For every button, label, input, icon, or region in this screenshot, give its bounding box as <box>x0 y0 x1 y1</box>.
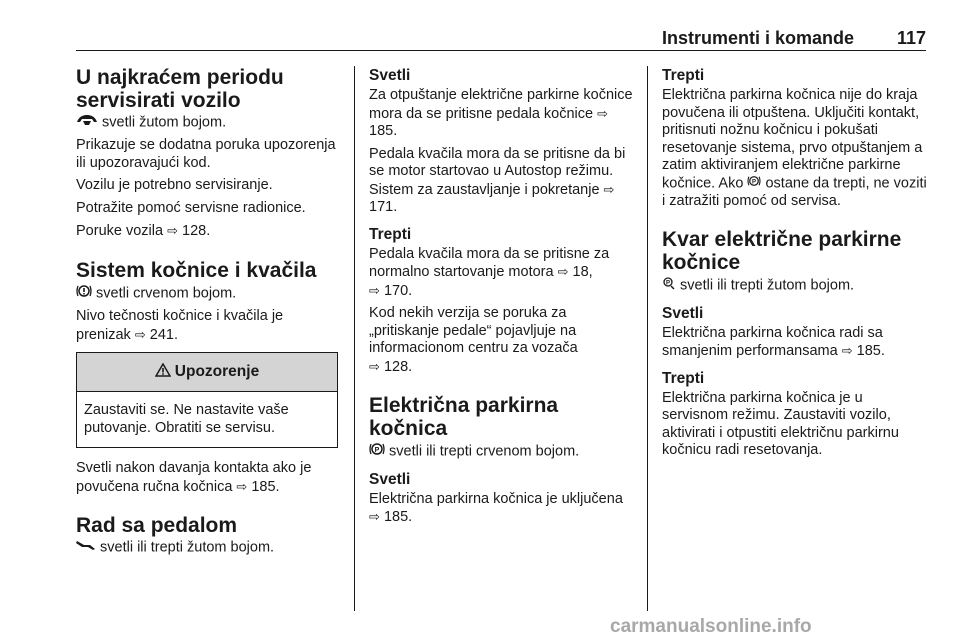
page-ref-arrow-icon: ⇨ <box>557 264 569 279</box>
paragraph-fluid-level <box>76 308 338 344</box>
subheading-svetli: Svetli <box>369 67 411 84</box>
page-ref[interactable]: 241. <box>149 326 179 343</box>
page-ref-arrow-icon: ⇨ <box>841 343 853 359</box>
paragraph <box>369 87 635 141</box>
subheading-trepti: Trepti <box>662 369 705 387</box>
heading-pedal: Rad sa pedalom <box>76 514 238 538</box>
text: Električna parkirna kočnica radi sa smanjenim performansama <box>662 324 883 360</box>
epb-icon-line <box>369 442 635 462</box>
svg-text:P: P <box>752 179 757 186</box>
warning-triangle-icon <box>155 363 171 382</box>
pedal-icon-line <box>76 539 338 557</box>
parking-brake-icon <box>747 175 761 193</box>
text: Nivo tečnosti kočnice i kvačila je prenizak <box>76 308 284 343</box>
page-ref-arrow-icon: ⇨ <box>369 509 380 524</box>
epb-icon-text: svetli ili trepti crvenom bojom. <box>389 443 580 460</box>
page-ref-arrow-icon: ⇨ <box>236 478 248 494</box>
page-header <box>76 28 926 50</box>
column-divider-2 <box>647 66 648 611</box>
paragraph: Potražite pomoć servisne radionice. <box>76 199 306 216</box>
fault-icon-text: svetli ili trepti žutom bojom. <box>680 277 855 294</box>
page-ref-arrow-icon: ⇨ <box>369 282 380 298</box>
heading-epb-fault: Kvar električne parkirne kočnice <box>662 228 902 275</box>
page-ref-arrow-icon: ⇨ <box>134 326 146 342</box>
warning-text: Zaustaviti se. Ne nastavite vaše putovanje. Obratiti se servisu. <box>84 402 289 436</box>
pedal-icon-text: svetli ili trepti žutom bojom. <box>100 539 275 556</box>
column-3 <box>662 66 928 465</box>
heading-electric-parking-brake: Električna parkirna kočnica <box>369 394 559 440</box>
paragraph-vehicle-messages <box>76 222 338 241</box>
pedal-icon <box>76 539 96 557</box>
header-title: Instrumenti i komande <box>661 28 854 48</box>
page-ref[interactable]: 185. <box>856 343 885 360</box>
service-icon-text: svetli žutom bojom. <box>102 114 227 131</box>
text: Električna parkirna kočnica nije do kraja povučena ili otpuštena. Uključiti kontakt, pritisnuti nožnu kočnicu i pokušati resetovanje sistema, prvo otpuštanjem a zatim aktiviranjem električne parkirne kočnice. Ako <box>662 87 923 192</box>
page-ref-arrow-icon: ⇨ <box>167 223 178 239</box>
paragraph <box>662 87 928 210</box>
text: Pedala kvačila mora da se pritisne da bi se motor startovao u Autostop režimu. Sistem za zaustavljanje i pokretanje <box>369 145 626 198</box>
parking-brake-icon <box>369 442 385 462</box>
paragraph <box>369 491 635 527</box>
subheading-trepti: Trepti <box>369 225 412 243</box>
subheading-trepti: Trepti <box>662 67 705 84</box>
page-ref[interactable]: 128. <box>182 223 211 240</box>
brake-icon-line <box>76 284 338 304</box>
page-ref[interactable]: 18, <box>572 264 593 280</box>
subheading-svetli: Svetli <box>369 470 411 488</box>
page-ref[interactable]: 128. <box>383 358 413 375</box>
page-ref-arrow-icon: ⇨ <box>369 358 380 374</box>
page-ref[interactable]: 185. <box>251 478 280 495</box>
page-ref-arrow-icon: ⇨ <box>597 105 609 121</box>
paragraph <box>369 305 635 376</box>
page-ref[interactable]: 171. <box>369 199 398 215</box>
page-ref[interactable]: 185. <box>383 509 413 525</box>
header-rule <box>76 50 926 51</box>
page-ref[interactable]: 185. <box>369 123 398 139</box>
heading-service-vehicle: U najkraćem periodu servisirati vozilo <box>76 66 284 112</box>
watermark: carmanualsonline.info <box>610 616 812 637</box>
brake-icon-text: svetli crvenom bojom. <box>96 285 237 302</box>
page-ref[interactable]: 170. <box>383 282 413 299</box>
svg-text:P: P <box>374 447 380 454</box>
text: Kod nekih verzija se poruka za „pritiskanje pedale“ pojavljuje na informacionom centru za vozača <box>369 305 578 356</box>
wrench-car-icon <box>76 114 98 132</box>
warning-box <box>76 352 338 448</box>
brake-warning-icon <box>76 284 92 304</box>
subheading-svetli: Svetli <box>662 304 704 322</box>
text: Svetli nakon davanja kontakta ako je povučena ručna kočnica <box>76 460 312 495</box>
column-2 <box>369 66 635 532</box>
warning-title: Upozorenje <box>174 363 260 381</box>
paragraph-handbrake <box>76 460 338 496</box>
paragraph: Vozilu je potrebno servisiranje. <box>76 177 273 194</box>
parking-brake-fault-icon <box>662 276 676 296</box>
paragraph: Električna parkirna kočnica je u servisnom režimu. Zaustaviti vozilo, aktivirati i otpustiti električnu parkirnu kočnicu radi resetovanja. <box>662 389 899 459</box>
column-1 <box>76 66 338 562</box>
fault-icon-line <box>662 276 928 296</box>
column-divider-1 <box>354 66 355 611</box>
paragraph <box>369 146 635 217</box>
page-number: 117 <box>896 28 926 48</box>
page-ref-arrow-icon: ⇨ <box>603 181 615 197</box>
paragraph <box>662 325 928 361</box>
text: Pedala kvačila mora da se pritisne za normalno startovanje motora <box>369 245 610 280</box>
heading-brake-clutch: Sistem kočnice i kvačila <box>76 258 317 282</box>
warning-header <box>77 353 337 392</box>
paragraph <box>369 246 635 301</box>
text: Poruke vozila <box>76 223 164 240</box>
svg-text:P: P <box>665 280 671 287</box>
service-icon-line <box>76 114 338 132</box>
text: ostane da trepti, ne voziti i zatražiti pomoć od servisa. <box>662 175 927 209</box>
paragraph: Prikazuje se dodatna poruka upozorenja ili upozoravajući kod. <box>76 137 336 171</box>
text: Električna parkirna kočnica je uključena <box>369 490 623 507</box>
text: Za otpuštanje električne parkirne kočnice mora da se pritisne pedala kočnice <box>369 87 633 122</box>
